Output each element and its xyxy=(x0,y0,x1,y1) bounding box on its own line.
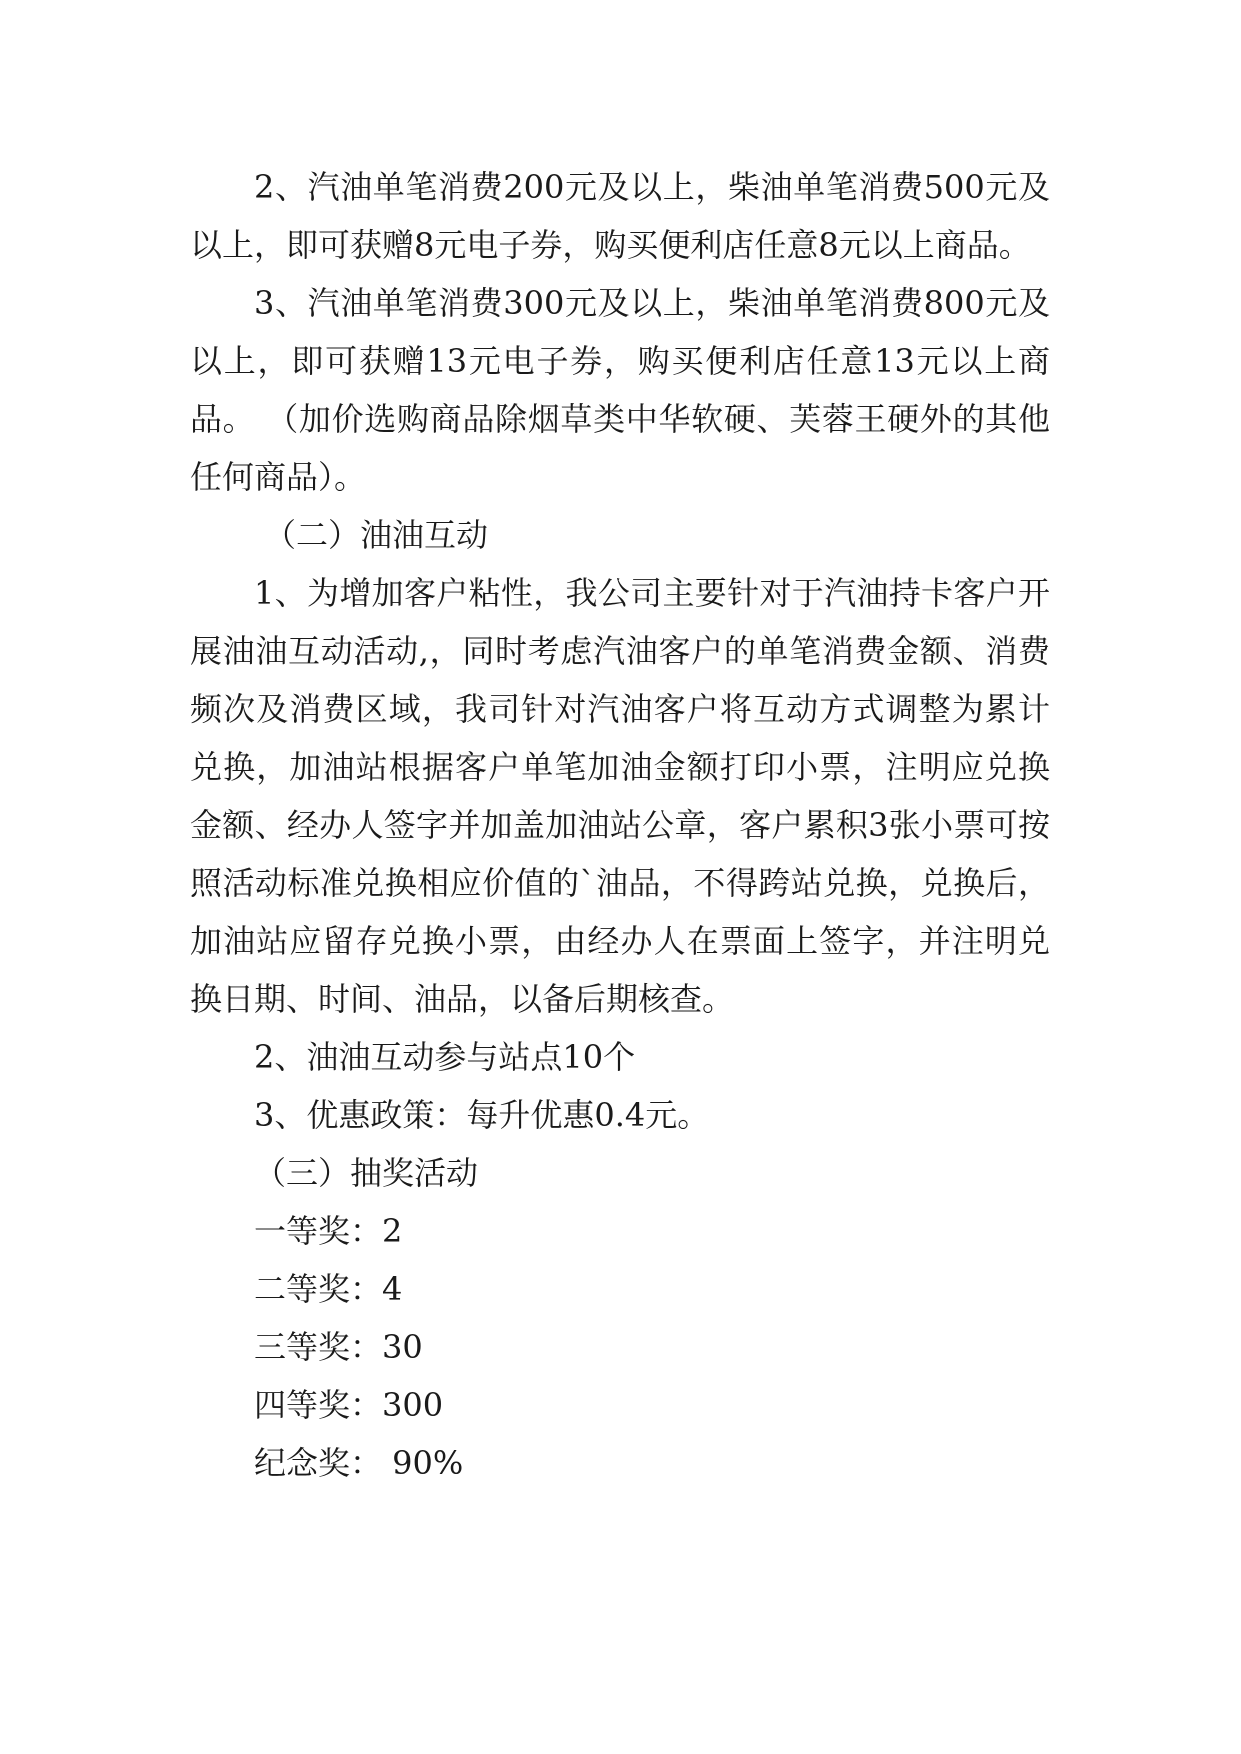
paragraph-discount-policy: 3、优惠政策：每升优惠0.4元。 xyxy=(254,1096,710,1134)
prize-second: 二等奖：4 xyxy=(254,1270,403,1308)
paragraph-gasoline-200: 2、汽油单笔消费200元及以上，柴油单笔消费500元及以上，即可获赠8元电子券，购买便利店任意8元以上商品。 xyxy=(190,168,1050,264)
paragraph-participating-stations: 2、油油互动参与站点10个 xyxy=(254,1038,636,1076)
prize-fourth: 四等奖：300 xyxy=(254,1386,444,1424)
section-heading-oil-interaction: （二）油油互动 xyxy=(264,516,489,554)
prize-first: 一等奖：2 xyxy=(254,1212,403,1250)
prize-third: 三等奖：30 xyxy=(254,1328,423,1366)
paragraph-gasoline-300: 3、汽油单笔消费300元及以上，柴油单笔消费800元及以上，即可获赠13元电子券，购买便利店任意13元以上商品。 （加价选购商品除烟草类中华软硬、芙蓉王硬外的其他任何商品）。 xyxy=(190,284,1050,496)
section-heading-lottery: （三）抽奖活动 xyxy=(254,1154,479,1192)
prize-commemorative: 纪念奖： 90% xyxy=(254,1444,464,1482)
document-body xyxy=(190,158,1050,1492)
paragraph-oil-interaction-details: 1、为增加客户粘性，我公司主要针对于汽油持卡客户开展油油互动活动,，同时考虑汽油客户的单笔消费金额、消费频次及消费区域，我司针对汽油客户将互动方式调整为累计兑换，加油站根据客户单笔加油金额打印小票，注明应兑换金额、经办人签字并加盖加油站公章，客户累积3张小票可按照活动标准兑换相应价值的`油品，不得跨站兑换，兑换后，加油站应留存兑换小票，由经办人在票面上签字，并注明兑换日期、时间、油品，以备后期核查。 xyxy=(190,574,1050,1018)
